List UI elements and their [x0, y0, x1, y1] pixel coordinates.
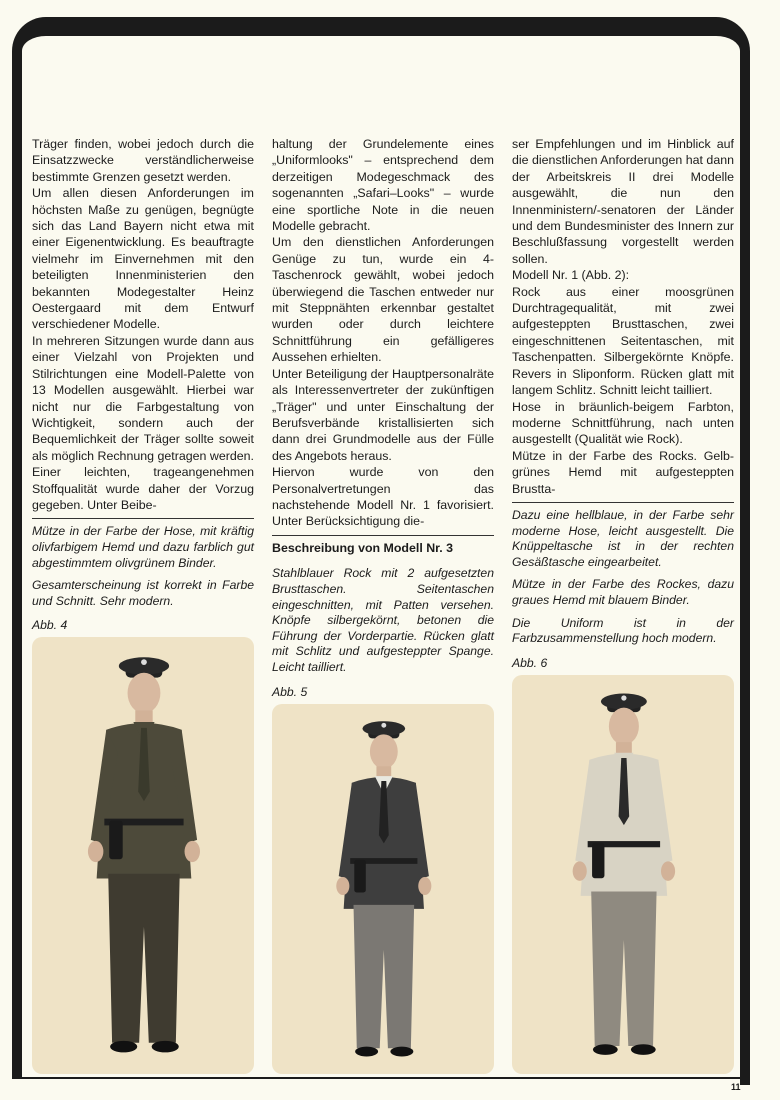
caption-heading: Beschreibung von Modell Nr. 3 [272, 540, 454, 555]
paragraph: Um allen diesen Anforderungen im höchsten Maße zu genügen, begnügte sich das Land Bayern nicht etwa mit einer Eigenentwicklung. Es beauftragte vielmehr im Einvernehmen mit den beteiligten Innenministerien den bekannten Modegestalter Heinz Oestergaard mit dem Entwurf verschiedener Modelle. [32, 186, 254, 332]
paragraph: Träger finden, wobei jedoch durch die Einsatzzwecke verständlicherweise bestimmte Grenzen gesetzt werden. [32, 137, 254, 184]
uniform-figure [32, 637, 254, 1074]
figure-label: Abb. 6 [512, 655, 548, 670]
uniform-figure [272, 704, 494, 1075]
page-frame-right [740, 70, 750, 1085]
column-divider [512, 502, 734, 503]
page-frame-top [12, 17, 750, 77]
column-divider [32, 518, 254, 519]
column-divider [272, 535, 494, 536]
holster-icon [109, 821, 123, 860]
paragraph: ser Empfehlungen und im Hinblick auf die dienstlichen Anforderungen hat dann der Arbeitskreis II drei Modelle ausgewählt, die nun den Innenministern/-senatoren der Länder und dem Bundesminister des Innern zur Beschlußfassung vorgestellt werden sollen. [512, 137, 734, 266]
paragraph: haltung der Grundelemente eines „Uniformlooks" – entsprechend dem derzeitigen Modegeschmack des sogenannten „Safari–Looks" – wurde eine sportliche Note in die neuen Modelle gebracht. [272, 137, 494, 234]
photo-abb-5 [272, 704, 494, 1075]
paragraph: In mehreren Sitzungen wurde dann aus einer Vielzahl von Projekten und Stilrichtungen eine Modell-Palette von 13 Modellen ausgewählt. Hierbei war nicht nur die Farbgestaltung von Wichtigkeit, sondern auch der Bequemlichkeit der Träger sollte soweit als möglich Rechnung getragen werden. Einer leichten, trageangenehmen Stoffqualität wurde daher der Vorzug gegeben. Unter Beibe- [32, 333, 254, 512]
uniform-figure [512, 675, 734, 1074]
page-number: 11 [731, 1082, 741, 1092]
page-frame-left [12, 70, 22, 1078]
photo-abb-4 [32, 637, 254, 1074]
caption-text: Gesamterscheinung ist korrekt in Farbe und Schnitt. Sehr modern. [32, 578, 254, 608]
caption-abb-6 [512, 508, 734, 654]
paragraph: Mütze in der Farbe des Rocks. Gelb-grünes Hemd mit aufgesteppten Brustta- [512, 448, 734, 496]
article-column-3 [512, 136, 734, 497]
paragraph: Unter Beteiligung der Hauptpersonalräte als Interessenvertreter der zukünftigen „Träger" und unter Einschaltung der Berufsverbände kristallisierten sich dann drei Grundmodelle aus der Fülle des Angebots heraus. [272, 366, 494, 463]
caption-text: Mütze in der Farbe der Hose, mit kräftig olivfarbigem Hemd und dazu farblich gut abgestimmtem olivgrünem Binder. [32, 524, 254, 570]
caption-abb-5 [272, 541, 494, 683]
caption-abb-4 [32, 524, 254, 616]
figure-label: Abb. 4 [32, 618, 68, 633]
paragraph: Hiervon wurde von den Personalvertretungen das nachstehende Modell Nr. 1 favorisiert. Unter Berücksichtigung die- [272, 465, 494, 529]
page-column-2 [272, 136, 494, 1074]
caption-text: Stahlblauer Rock mit 2 aufgesetzten Brusttaschen. Seitentaschen eingeschnitten, mit Patten versehen. Knöpfe silbergekörnt, betonen die Führung der Vorderpartie. Rücken glatt mit Schlitz und aufgesteppter Spange. Leicht tailliert. [272, 566, 494, 674]
photo-abb-6 [512, 675, 734, 1074]
holster-icon [592, 843, 604, 878]
figure-label: Abb. 5 [272, 684, 308, 699]
page-column-1 [32, 136, 254, 1074]
caption-text: Die Uniform ist in der Farbzusammenstellung hoch modern. [512, 615, 734, 646]
page-frame-bottom [12, 1077, 750, 1079]
caption-text: Mütze in der Farbe des Rockes, dazu graues Hemd mit blauem Binder. [512, 577, 734, 607]
holster-icon [354, 859, 365, 892]
page-column-3 [512, 136, 734, 1074]
paragraph: Rock aus einer moosgrünen Durchtragequalität, mit zwei aufgesteppten Brusttaschen, zwei eingeschnittenen Seitentaschen, mit Taschenpatten. Silbergekörnte Knöpfe. Revers in Sliponform. Rücken glatt mit langem Schlitz. Schnitt leicht tailliert. [512, 284, 734, 398]
paragraph: Hose in bräunlich-beigem Farbton, moderne Schnittführung, nach unten ausgestellt (Qualität wie Rock). [512, 399, 734, 447]
caption-text: Dazu eine hellblaue, in der Farbe sehr moderne Hose, leicht ausgestellt. Die Knüppeltasche ist in der rechten Gesäßtasche eingearbeitet. [512, 507, 734, 569]
article-column-2 [272, 136, 494, 530]
paragraph: Um den dienstlichen Anforderungen Genüge zu tun, wurde ein 4-Taschenrock gewählt, wobei jedoch überwiegend die Taschen entweder nur mit Steppnähten erkennbar gestaltet wurden oder durch leichtere Schnittführung ein gefälligeres Aussehen erhielten. [272, 235, 494, 365]
paragraph: Modell Nr. 1 (Abb. 2): [512, 268, 630, 283]
article-column-1 [32, 136, 254, 513]
